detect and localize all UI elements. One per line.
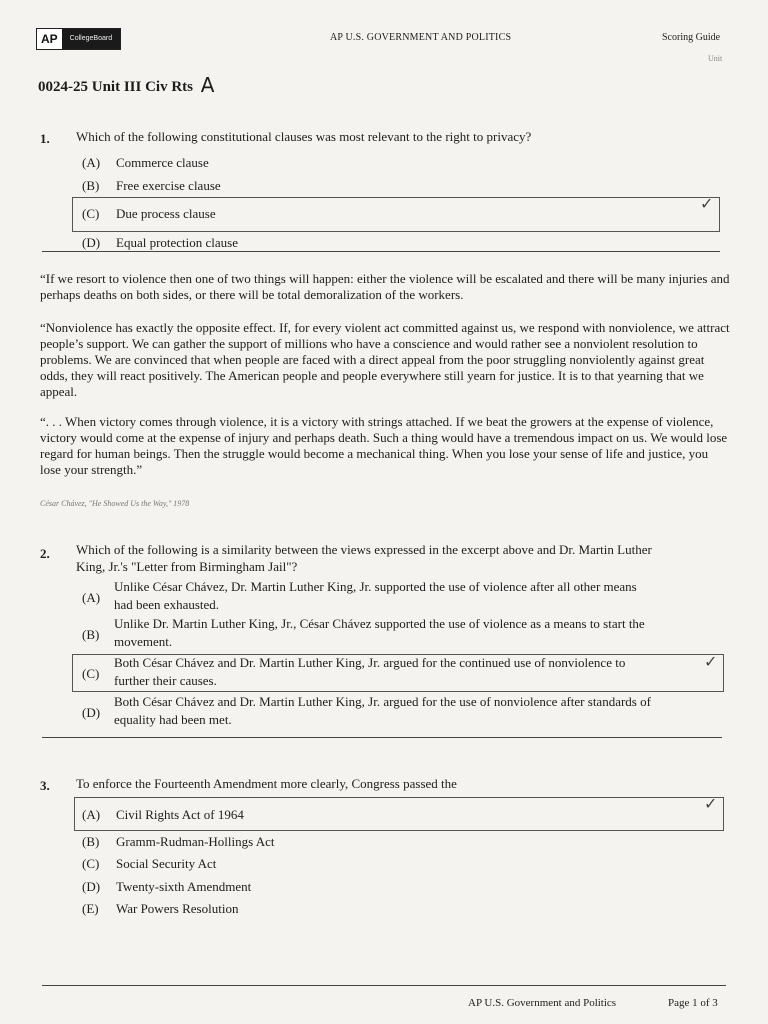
- handwritten-mark: A: [200, 73, 215, 97]
- document-title: [38, 72, 214, 96]
- question-1-number: 1.: [40, 131, 50, 146]
- q1-option-d: [82, 234, 238, 251]
- q2-option-c-line-1: Both César Chávez and Dr. Martin Luther King, Jr. argued for the continued use of nonviolence to: [114, 655, 626, 670]
- option-letter: (A): [82, 155, 101, 170]
- option-letter: (D): [82, 879, 101, 894]
- q1-check-icon: ✓: [700, 194, 714, 213]
- passage-paragraph-3: “. . . When victory comes through violence, it is a victory with strings attached. If we beat the growers at the expense of violence, victory would come at the expense of injury and perhaps death. Such a thing would have a tremendous impact on us. We would lose regard for human beings. Then the struggle would become a mechanical thing. When you lose your sense of life and justice, you lose your strength.”: [40, 414, 728, 477]
- q3-option-c: [82, 855, 216, 872]
- footer-title: AP U.S. Government and Politics: [468, 997, 617, 1009]
- option-text: Due process clause: [116, 206, 216, 221]
- q2-option-a-line-2: had been exhausted.: [114, 597, 220, 612]
- q2-check-icon: ✓: [704, 652, 718, 671]
- logo-collegeboard: CollegeBoard: [62, 29, 120, 49]
- option-letter: (D): [82, 235, 101, 250]
- option-text: Gramm-Rudman-Hollings Act: [116, 834, 275, 849]
- q2-option-c-line-2: further their causes.: [114, 673, 217, 688]
- q2-option-c-letter: (C): [82, 666, 100, 681]
- option-text: Free exercise clause: [116, 178, 221, 193]
- q1-option-b: [82, 177, 221, 194]
- q2-option-a-line-1: Unlike César Chávez, Dr. Martin Luther King, Jr. supported the use of violence after all other means: [114, 579, 637, 594]
- page-number: Page 1 of 3: [668, 997, 718, 1009]
- q2-option-d-letter: (D): [82, 705, 101, 720]
- q1-divider: [42, 251, 720, 252]
- option-text: Twenty-sixth Amendment: [116, 879, 252, 894]
- option-letter: (B): [82, 178, 100, 193]
- option-text: Equal protection clause: [116, 235, 239, 250]
- q3-option-a: [82, 806, 244, 823]
- passage-citation: César Chávez, "He Showed Us the Way," 1978: [40, 499, 190, 508]
- q2-option-b-letter: (B): [82, 627, 100, 642]
- option-letter: (E): [82, 901, 99, 916]
- footer-divider: [42, 985, 726, 986]
- option-text: War Powers Resolution: [116, 901, 239, 916]
- logo-ap: AP: [37, 29, 62, 49]
- passage-paragraph-2: “Nonviolence has exactly the opposite effect. If, for every violent act committed against us, we respond with nonviolence, we attract people’s support. We can gather the support of millions who have a conscience and would rather see a nonviolent resolution to problems. We are convinced that when people are faced with a direct appeal from the poor struggling nonviolently against great odds, they will react positively. The American people and people everywhere still yearn for justice. It is to that yearning that we appeal.: [40, 320, 730, 399]
- q3-option-d: [82, 878, 251, 895]
- q2-option-b-line-2: movement.: [114, 634, 173, 649]
- q2-option-b-line-1: Unlike Dr. Martin Luther King, Jr., César Chávez supported the use of violence as a means to start the: [114, 616, 645, 631]
- q3-check-icon: ✓: [704, 794, 718, 813]
- header-scoring-guide: Scoring Guide: [662, 32, 721, 43]
- question-2-text-line-2: King, Jr.'s "Letter from Birmingham Jail"?: [76, 559, 298, 574]
- question-3-text: To enforce the Fourteenth Amendment more clearly, Congress passed the: [76, 776, 457, 791]
- ap-collegeboard-logo: [36, 28, 121, 50]
- header-title: AP U.S. GOVERNMENT AND POLITICS: [330, 32, 512, 43]
- q2-option-d-line-2: equality had been met.: [114, 712, 232, 727]
- question-1-text: Which of the following constitutional clauses was most relevant to the right to privacy?: [76, 129, 532, 144]
- q3-option-b: [82, 833, 275, 850]
- option-letter: (C): [82, 856, 100, 871]
- q1-option-a: [82, 154, 209, 171]
- document-title-text: 0024-25 Unit III Civ Rts: [38, 79, 194, 95]
- q1-option-c: [82, 205, 216, 222]
- header-unit: Unit: [708, 54, 723, 63]
- option-text: Social Security Act: [116, 856, 217, 871]
- option-text: Commerce clause: [116, 155, 209, 170]
- question-2-text-line-1: Which of the following is a similarity between the views expressed in the excerpt above and Dr. Martin Luther: [76, 542, 652, 557]
- option-letter: (B): [82, 834, 100, 849]
- option-letter: (A): [82, 807, 101, 822]
- q2-divider: [42, 737, 722, 738]
- option-letter: (C): [82, 206, 100, 221]
- q2-option-a-letter: (A): [82, 590, 101, 605]
- q2-option-d-line-1: Both César Chávez and Dr. Martin Luther King, Jr. argued for the use of nonviolence after standards of: [114, 694, 651, 709]
- option-text: Civil Rights Act of 1964: [116, 807, 244, 822]
- passage-paragraph-1: “If we resort to violence then one of two things will happen: either the violence will be escalated and there will be many injuries and perhaps deaths on both sides, or there will be total demoralization of the workers.: [40, 271, 730, 302]
- question-3-number: 3.: [40, 778, 50, 793]
- question-2-number: 2.: [40, 546, 50, 561]
- q3-option-e: [82, 900, 238, 917]
